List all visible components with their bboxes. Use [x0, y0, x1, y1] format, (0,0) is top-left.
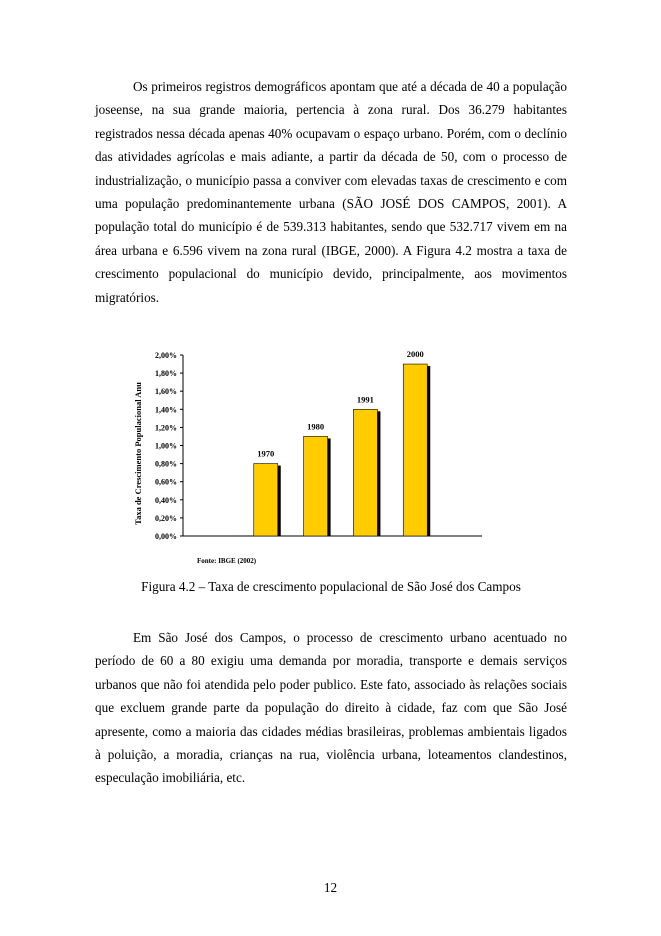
y-tick-label: 0,80%	[155, 459, 177, 469]
bar-data-label: 1991	[356, 394, 374, 405]
bar-data-label: 1980	[307, 421, 325, 432]
y-tick-label: 1,20%	[155, 423, 177, 433]
y-axis-label: Taxa de Crescimento Populacional Anu	[133, 382, 143, 525]
bar-data-label: 1970	[257, 448, 275, 459]
bar-data-label: 2000	[406, 349, 424, 360]
figure-caption: Figura 4.2 – Taxa de crescimento populacional de São José dos Campos	[141, 579, 521, 594]
bar	[304, 436, 328, 536]
y-tick-label: 2,00%	[155, 351, 177, 360]
population-growth-chart	[130, 340, 500, 570]
y-tick-label: 1,00%	[155, 441, 177, 451]
page-number: 12	[323, 880, 338, 895]
bar	[254, 464, 278, 536]
bar	[353, 409, 377, 536]
bar	[403, 364, 427, 536]
chart-source-note: Fonte: IBGE (2002)	[197, 557, 257, 565]
y-tick-label: 0,20%	[155, 513, 177, 523]
y-tick-label: 0,60%	[155, 477, 177, 487]
y-tick-label: 0,00%	[155, 532, 177, 541]
y-tick-label: 1,40%	[155, 405, 177, 415]
y-tick-label: 1,60%	[155, 387, 177, 397]
paragraph-intro: Os primeiros registros demográficos apontam que até a década de 40 a população joseense, na sua grande maioria, pertencia à zona rural. Dos 36.279 habitantes registrados nessa década apenas 40% ocupavam o espaço urbano. Porém, com o declínio das atividades agrícolas e mais adiante, a partir da década de 50, com o processo de industrialização, o município passa a conviver com elevadas taxas de crescimento e com uma população predominantemente urbana (SÃO JOSÉ DOS CAMPOS, 2001). A população total do município é de 539.313 habitantes, sendo que 532.717 vivem em na área urbana e 6.596 vivem na zona rural (IBGE, 2000). A Figura 4.2 mostra a taxa de crescimento populacional do município devido, principalmente, aos movimentos migratórios.	[95, 79, 567, 305]
y-tick-label: 1,80%	[155, 369, 177, 379]
y-tick-label: 0,40%	[155, 495, 177, 505]
paragraph-urban-growth: Em São José dos Campos, o processo de crescimento urbano acentuado no período de 60 a 80 exigiu uma demanda por moradia, transporte e demais serviços urbanos que não foi atendida pelo poder publico. Este fato, associado às relações sociais que excluem grande parte da população do direito à cidade, faz com que São José apresente, como a maioria das cidades médias brasileiras, problemas ambientais ligados à poluição, a moradia, crianças na rua, violência urbana, loteamentos clandestinos, especulação imobiliária, etc.	[95, 630, 567, 786]
chart-svg	[130, 340, 500, 570]
